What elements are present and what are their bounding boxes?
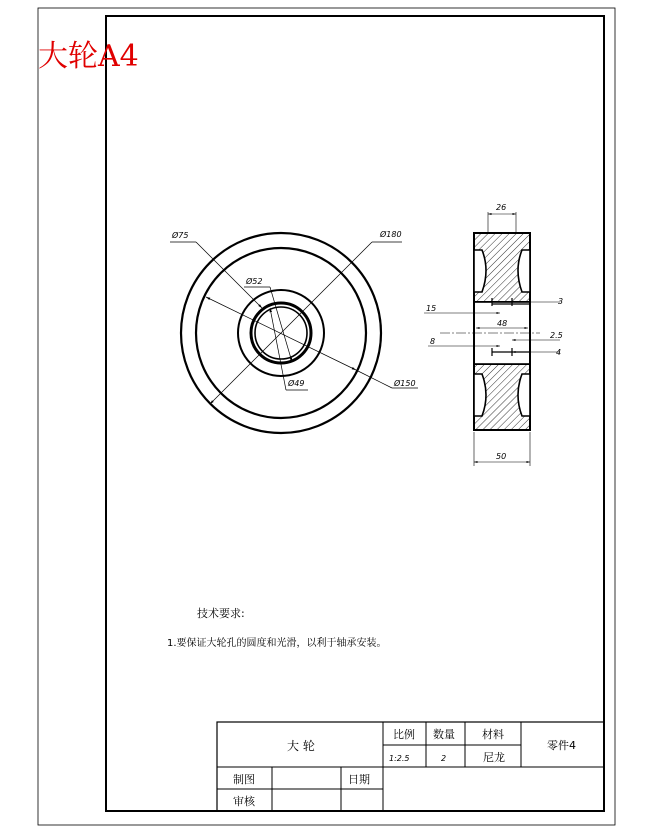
dim-phi150: Ø150	[394, 379, 416, 388]
scale-label: 比例	[393, 728, 415, 741]
dim-phi180: Ø180	[380, 230, 402, 239]
dim-26: 26	[496, 203, 507, 212]
sheet-title: 大轮A4	[38, 39, 139, 74]
front-view	[170, 229, 418, 433]
checked-label: 审核	[233, 795, 255, 808]
leader-phi49	[270, 308, 286, 390]
drawn-label: 制图	[233, 773, 255, 786]
part-name: 大 轮	[287, 739, 315, 753]
notes-item-1: 1.要保证大轮孔的圆度和光滑，以利于轴承安装。	[167, 638, 387, 649]
dim-48: 48	[497, 319, 508, 328]
dim-15: 15	[426, 304, 437, 313]
title-block	[217, 722, 604, 811]
material-value: 尼龙	[483, 751, 505, 764]
qty-label: 数量	[433, 728, 455, 741]
material-label: 材料	[482, 728, 504, 741]
part-number: 零件4	[547, 739, 576, 752]
dim-3: 3	[558, 297, 564, 306]
dim-2-5: 2.5	[550, 331, 563, 340]
section-view	[424, 203, 563, 466]
scale-value: 1:2.5	[389, 754, 410, 763]
notes-heading: 技术要求:	[197, 607, 245, 620]
dim-phi75: Ø75	[172, 231, 189, 240]
dim-4: 4	[556, 348, 562, 357]
dim-50: 50	[496, 452, 507, 461]
date-label: 日期	[348, 773, 370, 786]
dim-phi52: Ø52	[246, 277, 263, 286]
qty-value: 2	[441, 754, 447, 763]
dim-phi49: Ø49	[288, 379, 305, 388]
dim-8: 8	[430, 337, 436, 346]
